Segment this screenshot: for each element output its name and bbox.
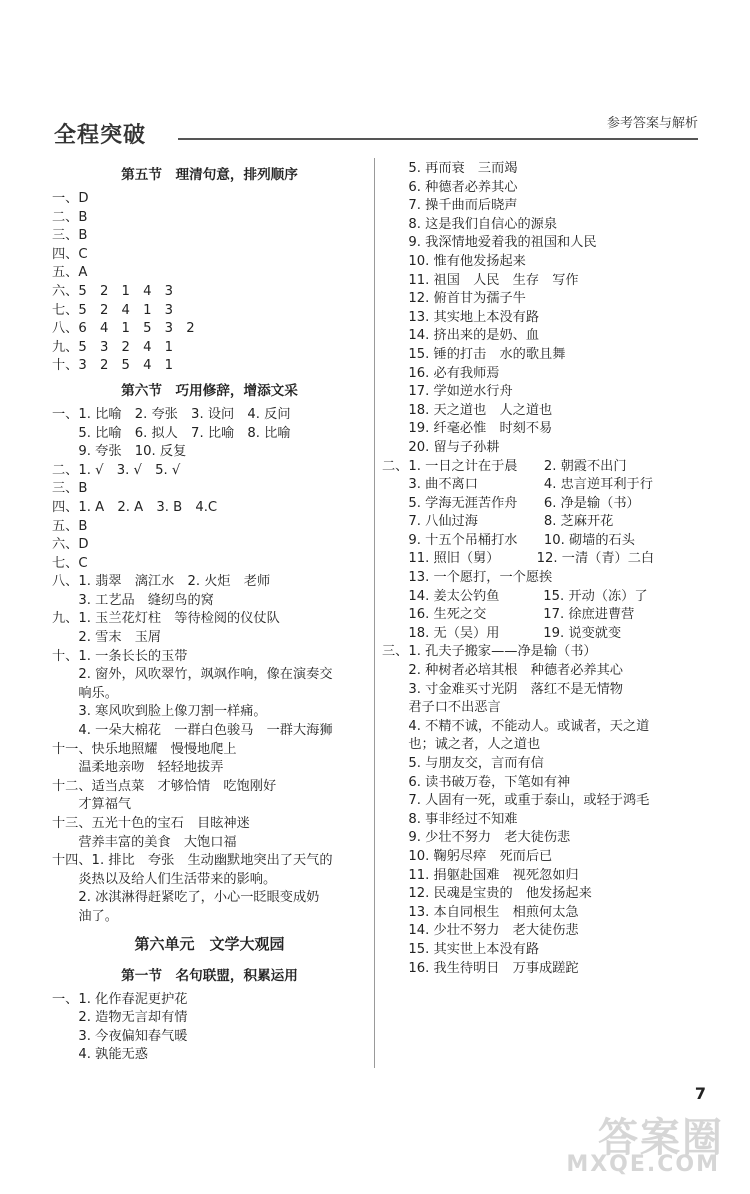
answer-line: 9. 十五个吊桶打水 10. 砌墙的石头 bbox=[382, 532, 635, 548]
answer-line: 十、1. 一条长长的玉带 bbox=[52, 648, 188, 664]
answer-line: 20. 留与子孙耕 bbox=[382, 439, 500, 455]
answer-line: 17. 学如逆水行舟 bbox=[382, 384, 513, 400]
answer-line: 七、C bbox=[52, 555, 88, 571]
answer-line: 14. 少壮不努力 老大徒伤悲 bbox=[382, 923, 579, 939]
answer-line: 油了。 bbox=[52, 908, 118, 924]
answer-line: 7. 操千曲而后晓声 bbox=[382, 198, 518, 214]
answer-line: 4. 孰能无惑 bbox=[52, 1047, 148, 1063]
answer-line: 五、A bbox=[52, 265, 88, 281]
watermark-logo: 答案圈 bbox=[598, 1115, 724, 1161]
brand-logo: 全程突破 bbox=[54, 123, 147, 148]
answer-line: 19. 纤毫必惟 时刻不易 bbox=[382, 421, 553, 437]
answer-line: 15. 其实世上本没有路 bbox=[382, 941, 540, 957]
answer-line: 16. 必有我师焉 bbox=[382, 365, 500, 381]
answer-line: 3. 曲不离口 4. 忠言逆耳利于行 bbox=[382, 477, 653, 493]
answer-line: 九、5 3 2 4 1 bbox=[52, 339, 174, 355]
answer-line: 13. 本自同根生 相煎何太急 bbox=[382, 904, 579, 920]
answer-line: 二、1. √ 3. √ 5. √ bbox=[52, 462, 181, 478]
answer-line: 八、1. 翡翠 漓江水 2. 火炬 老师 bbox=[52, 574, 271, 590]
answer-line: 12. 民魂是宝贵的 他发扬起来 bbox=[382, 886, 592, 902]
answer-line: 6. 读书破万卷，下笔如有神 bbox=[382, 774, 571, 790]
answer-line: 四、1. A 2. A 3. B 4.C bbox=[52, 499, 218, 515]
answer-line: 2. 雪末 玉屑 bbox=[52, 630, 162, 646]
answer-line: 10. 惟有他发扬起来 bbox=[382, 253, 526, 269]
answer-line: 5. 与朋友交，言而有信 bbox=[382, 756, 544, 771]
answer-line: 君子口不出恶言 bbox=[382, 700, 501, 716]
answer-line: 营养丰富的美食 大饱口福 bbox=[52, 834, 237, 850]
answer-line: 3. 寒风吹到脸上像刀割一样痛。 bbox=[52, 704, 267, 720]
answer-line: 七、5 2 4 1 3 bbox=[52, 302, 174, 318]
answer-line: 才算福气 bbox=[52, 797, 132, 813]
column-divider bbox=[374, 158, 375, 1068]
answer-line: 十三、五光十色的宝石 目眩神迷 bbox=[52, 816, 250, 831]
answer-line: 2. 造物无言却有情 bbox=[52, 1010, 188, 1026]
answer-line: 八、6 4 1 5 3 2 bbox=[52, 321, 195, 337]
answer-line: 10. 鞠躬尽瘁 死而后已 bbox=[382, 848, 553, 864]
answer-line: 7. 人固有一死，或重于泰山，或轻于鸿毛 bbox=[382, 793, 650, 809]
answer-line: 11. 捐躯赴国难 视死忽如归 bbox=[382, 867, 579, 883]
answer-line: 14. 挤出来的是奶、血 bbox=[382, 328, 540, 344]
answer-line: 15. 锤的打击 水的歌且舞 bbox=[382, 346, 566, 362]
answer-line: 5. 比喻 6. 拟人 7. 比喻 8. 比喻 bbox=[52, 425, 291, 441]
section-title: 参考答案与解析 bbox=[606, 116, 698, 131]
answer-line: 一、1. 比喻 2. 夸张 3. 设问 4. 反问 bbox=[52, 406, 291, 422]
answer-line: 十一、快乐地照耀 慢慢地爬上 bbox=[52, 741, 237, 757]
answer-line: 6. 种德者必养其心 bbox=[382, 179, 518, 195]
unit-heading: 第六单元 文学大观园 bbox=[134, 934, 285, 953]
answer-line: 8. 这是我们自信心的源泉 bbox=[382, 216, 558, 232]
right-column bbox=[382, 160, 702, 978]
answer-line: 11. 照旧（舅） 12. 一清（青）二白 bbox=[382, 551, 655, 567]
answer-line: 二、1. 一日之计在于晨 2. 朝霞不出门 bbox=[382, 458, 627, 474]
answer-line: 九、1. 玉兰花灯柱 等待检阅的仪仗队 bbox=[52, 611, 280, 627]
answer-line: 18. 无（吴）用 19. 说变就变 bbox=[382, 625, 622, 641]
answer-line: 7. 八仙过海 8. 芝麻开花 bbox=[382, 514, 614, 530]
answer-line: 8. 事非经过不知难 bbox=[382, 811, 518, 827]
answer-line: 也；诚之者，人之道也 bbox=[382, 737, 541, 753]
section-heading: 第一节 名句联盟，积累运用 bbox=[121, 967, 298, 984]
answer-line: 十二、适当点菜 才够恰情 吃饱刚好 bbox=[52, 778, 277, 794]
answer-line: 9. 夸张 10. 反复 bbox=[52, 444, 187, 460]
answer-line: 2. 种树者必培其根 种德者必养其心 bbox=[382, 663, 623, 679]
section-heading: 第五节 理清句意，排列顺序 bbox=[121, 167, 298, 183]
answer-line: 一、1. 化作春泥更护花 bbox=[52, 991, 188, 1007]
answer-line: 三、B bbox=[52, 481, 88, 497]
answer-line: 温柔地亲吻 轻轻地拔弄 bbox=[52, 760, 224, 776]
answer-line: 3. 工艺品 缝纫鸟的窝 bbox=[52, 592, 214, 608]
section-heading: 第六节 巧用修辞，增添文采 bbox=[121, 382, 298, 399]
answer-line: 十四、1. 排比 夸张 生动幽默地突出了天气的 bbox=[52, 853, 333, 869]
header-rule bbox=[178, 138, 698, 140]
answer-line: 5. 学海无涯苦作舟 6. 净是输（书） bbox=[382, 495, 640, 511]
answer-line: 11. 祖国 人民 生存 写作 bbox=[382, 272, 579, 288]
page-number: 7 bbox=[694, 1084, 706, 1103]
answer-line: 六、5 2 1 4 3 bbox=[52, 283, 174, 299]
answer-line: 4. 一朵大棉花 一群白色骏马 一群大海狮 bbox=[52, 723, 333, 739]
answer-line: 13. 其实地上本没有路 bbox=[382, 309, 540, 325]
page-header bbox=[48, 108, 708, 148]
answer-line: 14. 姜太公钓鱼 15. 开动（冻）了 bbox=[382, 588, 648, 604]
answer-line: 13. 一个愿打，一个愿挨 bbox=[382, 570, 553, 586]
answer-line: 三、1. 孔夫子搬家——净是输（书） bbox=[382, 644, 597, 660]
answer-line: 9. 少壮不努力 老大徒伤悲 bbox=[382, 830, 571, 846]
answer-line: 十、3 2 5 4 1 bbox=[52, 358, 174, 374]
answer-line: 2. 窗外，风吹翠竹，飒飒作响，像在演奏交 bbox=[52, 667, 333, 683]
answer-line: 六、D bbox=[52, 537, 89, 553]
answer-line: 16. 我生待明日 万事成蹉跎 bbox=[382, 960, 579, 976]
left-column bbox=[52, 160, 367, 1065]
answer-line: 4. 不精不诚，不能动人。或诚者，天之道 bbox=[382, 718, 650, 734]
answer-line: 五、B bbox=[52, 518, 88, 534]
answer-line: 三、B bbox=[52, 228, 88, 244]
answer-line: 四、C bbox=[52, 246, 88, 262]
answer-line: 16. 生死之交 17. 徐庶进曹营 bbox=[382, 607, 635, 623]
answer-line: 3. 今夜偏知春气暖 bbox=[52, 1028, 188, 1044]
answer-line: 炎热以及给人们生活带来的影响。 bbox=[52, 871, 277, 887]
answer-line: 响乐。 bbox=[52, 685, 118, 701]
answer-line: 5. 再而衰 三而竭 bbox=[382, 161, 518, 176]
answer-line: 3. 寸金难买寸光阴 落红不是无情物 bbox=[382, 681, 623, 697]
answer-line: 12. 俯首甘为孺子牛 bbox=[382, 291, 526, 307]
answer-line: 18. 天之道也 人之道也 bbox=[382, 402, 553, 418]
answer-line: 9. 我深情地爱着我的祖国和人民 bbox=[382, 235, 597, 251]
watermark-url: MXQE.COM bbox=[566, 1152, 720, 1177]
answer-line: 2. 冰淇淋得赶紧吃了，小心一眨眼变成奶 bbox=[52, 890, 320, 906]
answer-line: 二、B bbox=[52, 209, 88, 225]
answer-line: 一、D bbox=[52, 191, 89, 206]
